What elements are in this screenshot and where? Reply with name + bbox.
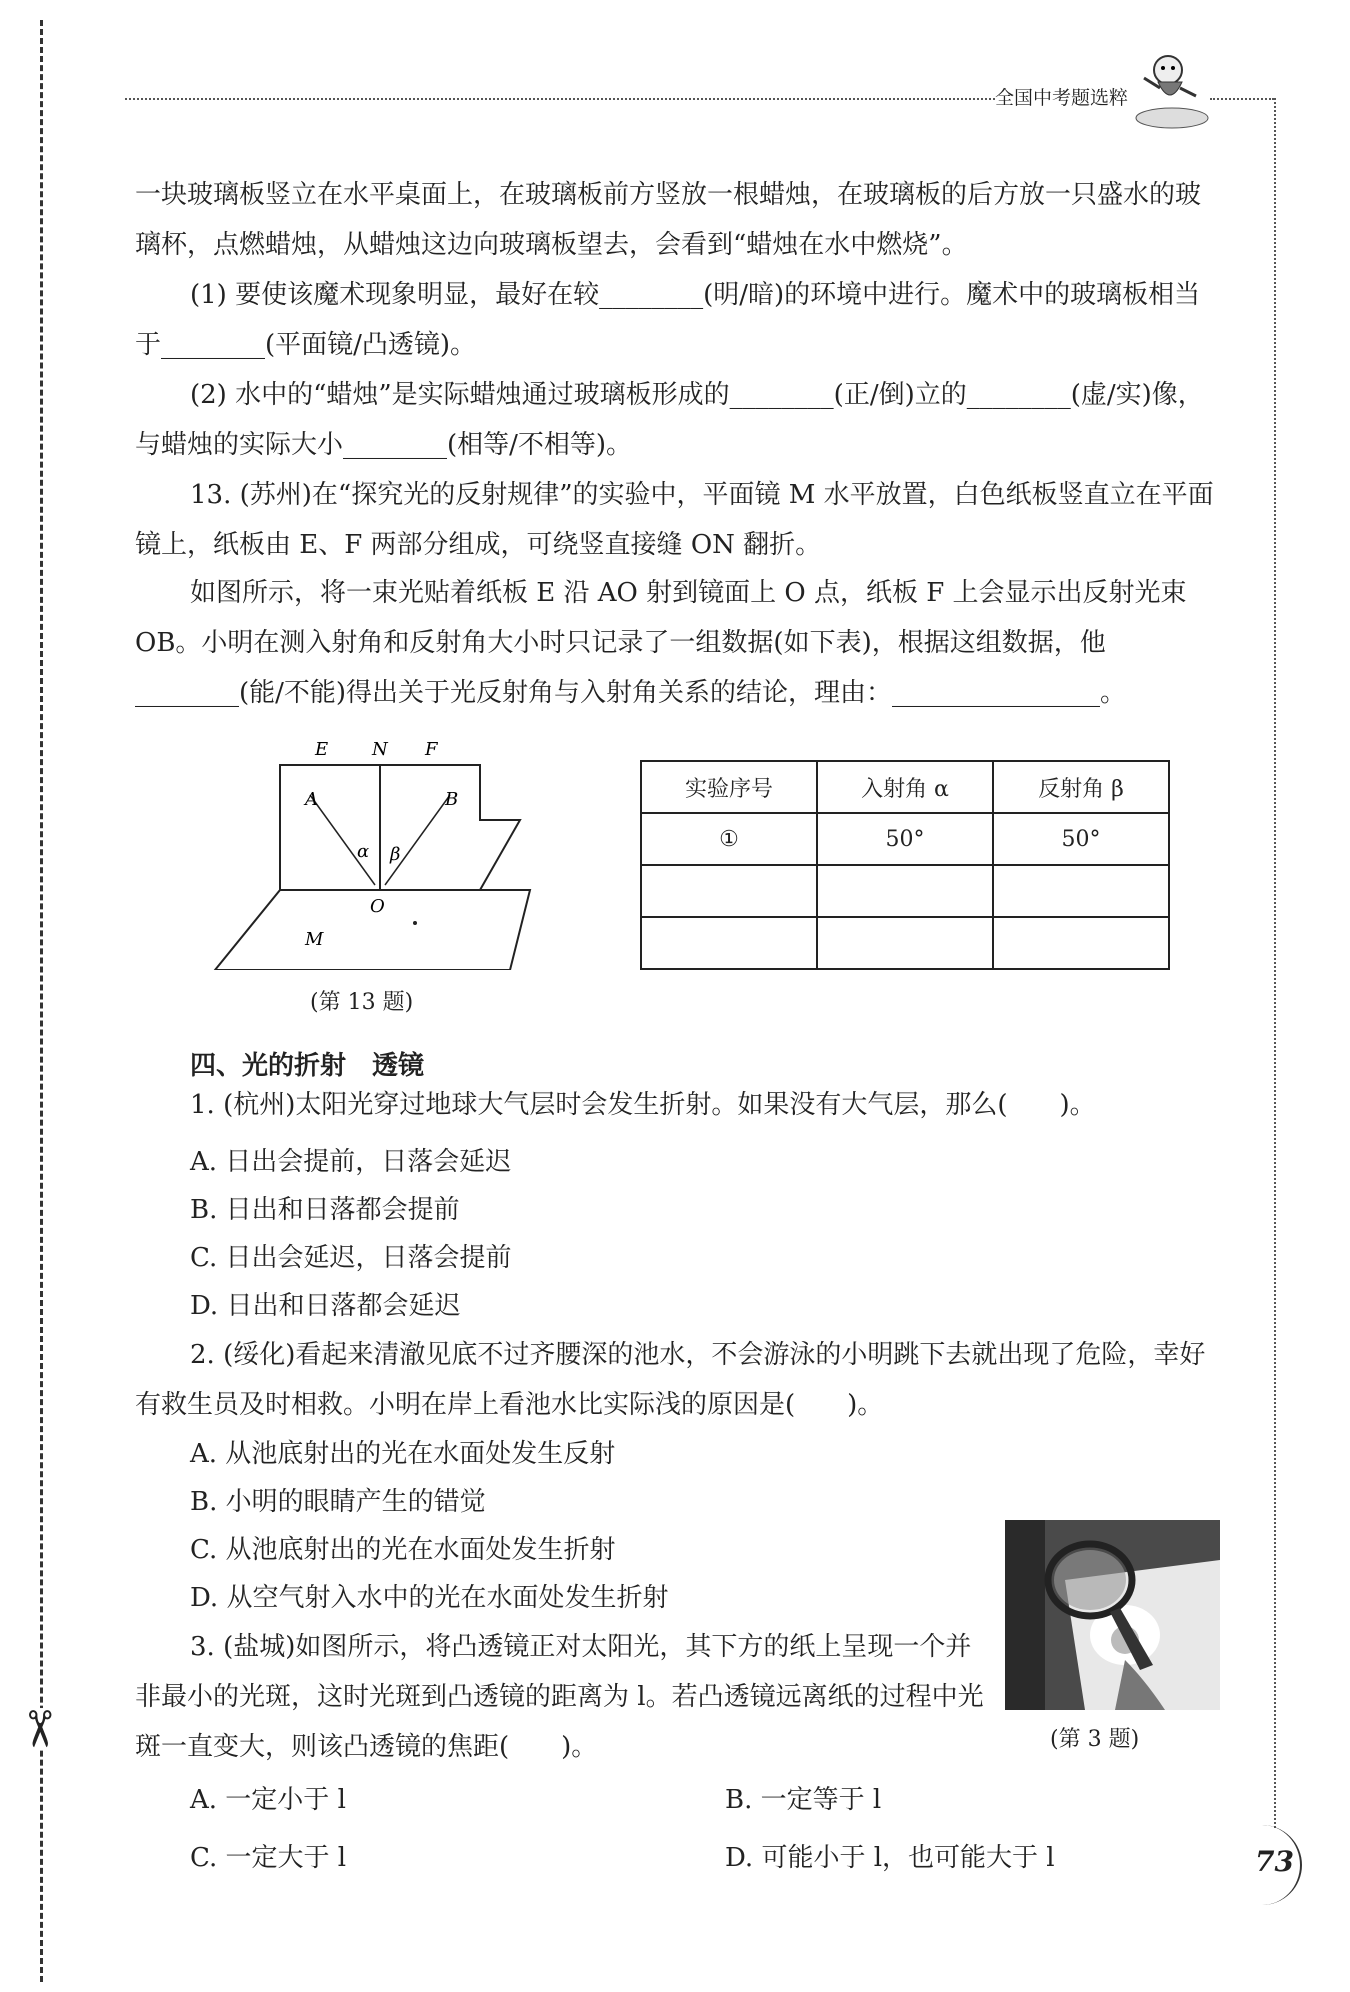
q3-option-d: D. 可能小于 l，也可能大于 l: [725, 1843, 1055, 1873]
table-header: 实验序号: [641, 761, 817, 813]
q3-option-c: C. 一定大于 l: [190, 1843, 347, 1873]
table-header: 反射角 β: [993, 761, 1169, 813]
q1-stem: 1. (杭州)太阳光穿过地球大气层时会发生折射。如果没有大气层，那么( )。: [190, 1090, 1096, 1120]
reflection-diagram: [210, 740, 540, 970]
q1-option-a: A. 日出会提前，日落会延迟: [190, 1147, 512, 1177]
table-cell: [817, 865, 993, 917]
label-E: E: [315, 740, 329, 760]
page-border: [1274, 98, 1276, 1828]
table-cell: [641, 917, 817, 969]
book-title: 全国中考题选粹: [995, 87, 1129, 109]
q12-part1: (1) 要使该魔术现象明显，最好在较________(明/暗)的环境中进行。魔术中的玻璃板相当于________(平面镜/凸透镜)。: [135, 280, 1201, 360]
q2-stem: 2. (绥化)看起来清澈见底不过齐腰深的池水，不会游泳的小明跳下去就出现了危险，幸好有救生员及时相救。小明在岸上看池水比实际浅的原因是( )。: [135, 1340, 1206, 1420]
table-cell: 50°: [993, 813, 1169, 865]
q1-option-c: C. 日出会延迟，日落会提前: [190, 1243, 512, 1273]
label-alpha: α: [357, 841, 370, 862]
q13-stem: 13. (苏州)在“探究光的反射规律”的实验中，平面镜 M 水平放置，白色纸板竖直立在平面镜上，纸板由 E、F 两部分组成，可绕竖直接缝 ON 翻折。: [135, 480, 1214, 560]
label-M: M: [305, 929, 324, 950]
q2-option-a: A. 从池底射出的光在水面处发生反射: [190, 1439, 616, 1469]
table-row: [641, 865, 1169, 917]
label-N: N: [372, 740, 388, 760]
table-cell: [817, 917, 993, 969]
table-cell: ①: [641, 813, 817, 865]
label-A: A: [305, 789, 318, 810]
table-cell: 50°: [817, 813, 993, 865]
table-header: 入射角 α: [817, 761, 993, 813]
q13-description: 如图所示，将一束光贴着纸板 E 沿 AO 射到镜面上 O 点，纸板 F 上会显示出反射光束 OB。小明在测入射角和反射角大小时只记录了一组数据(如下表)，根据这组数据，他________(能/不能)得出关于光反射角与入射角关系的结论，理由：________________。: [135, 578, 1187, 708]
table-cell: [993, 917, 1169, 969]
table-header-row: [641, 761, 1169, 813]
page-number: 73: [1255, 1845, 1294, 1878]
section-title: 四、光的折射 透镜: [190, 1051, 425, 1081]
table-cell: [641, 865, 817, 917]
cut-line: [40, 20, 43, 1982]
q2-option-b: B. 小明的眼睛产生的错觉: [190, 1487, 486, 1517]
table-row: [641, 813, 1169, 865]
q3-option-a: A. 一定小于 l: [190, 1785, 346, 1815]
q1-option-b: B. 日出和日落都会提前: [190, 1195, 460, 1225]
label-O: O: [370, 896, 385, 917]
q2-option-c: C. 从池底射出的光在水面处发生折射: [190, 1535, 616, 1565]
label-beta: β: [390, 844, 401, 865]
figure-3-caption: (第 3 题): [1050, 1727, 1140, 1752]
scissors-icon: ✂: [9, 1708, 68, 1750]
q1-option-d: D. 日出和日落都会延迟: [190, 1291, 461, 1321]
mascot-icon: [1130, 48, 1214, 132]
header-rule-right: [1210, 98, 1274, 100]
label-B: B: [445, 789, 459, 810]
figure-13-caption: (第 13 题): [310, 990, 414, 1015]
table-row: [641, 917, 1169, 969]
incident-ray: [310, 795, 375, 885]
label-F: F: [425, 740, 438, 760]
q2-option-d: D. 从空气射入水中的光在水面处发生折射: [190, 1583, 669, 1613]
table-cell: [993, 865, 1169, 917]
data-table: [640, 760, 1170, 970]
q3-stem: 3. (盐城)如图所示，将凸透镜正对太阳光，其下方的纸上呈现一个并非最小的光斑，这时光斑到凸透镜的距离为 l。若凸透镜远离纸的过程中光斑一直变大，则该凸透镜的焦距( )。: [135, 1632, 984, 1762]
q3-option-b: B. 一定等于 l: [725, 1785, 882, 1815]
board-F: [380, 765, 520, 890]
reflected-ray: [385, 795, 450, 885]
lens-photo: [1005, 1520, 1220, 1710]
q12-intro: 一块玻璃板竖立在水平桌面上，在玻璃板前方竖放一根蜡烛，在玻璃板的后方放一只盛水的玻璃杯，点燃蜡烛，从蜡烛这边向玻璃板望去，会看到“蜡烛在水中燃烧”。: [135, 180, 1202, 260]
q12-part2: (2) 水中的“蜡烛”是实际蜡烛通过玻璃板形成的________(正/倒)立的________(虚/实)像，与蜡烛的实际大小________(相等/不相等)。: [135, 380, 1204, 460]
header-rule: [125, 98, 995, 100]
